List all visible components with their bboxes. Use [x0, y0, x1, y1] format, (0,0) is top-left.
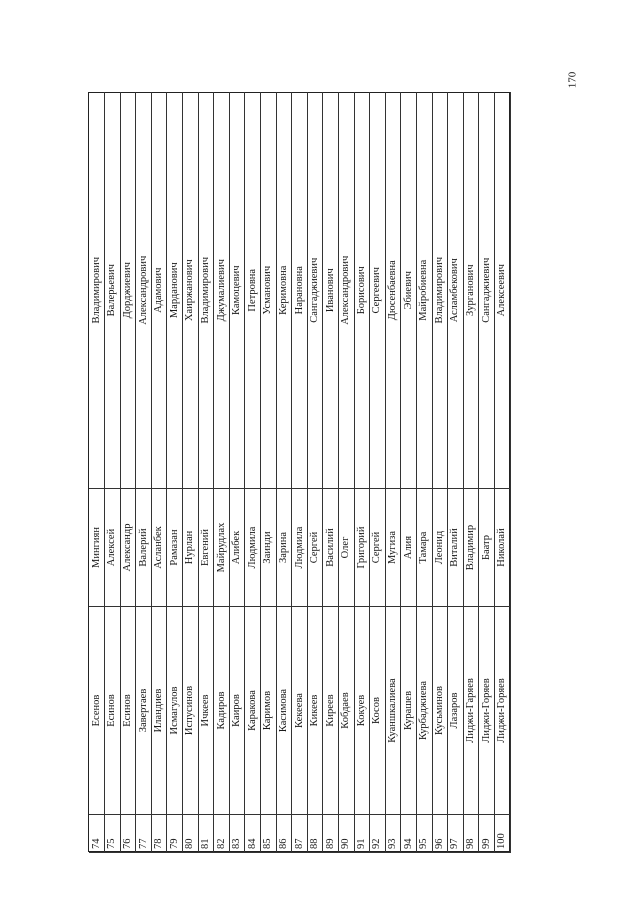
first-name-cell: Зарина [276, 489, 292, 607]
table-row [120, 93, 136, 853]
last-name-cell: Каракова [245, 607, 261, 815]
last-name-cell: Лиджи-Гаряев [463, 607, 479, 815]
table-row [183, 93, 199, 853]
last-name-cell: Косов [370, 607, 386, 815]
table-row [416, 93, 432, 853]
row-number-cell: 97 [448, 815, 464, 853]
row-number-cell: 87 [292, 815, 308, 853]
patronymic-cell: Камоцевич [229, 93, 245, 489]
row-number-cell: 98 [463, 815, 479, 853]
table-row [89, 93, 105, 853]
last-name-cell: Завертаев [136, 607, 152, 815]
table-row [494, 93, 510, 853]
first-name-cell: Владимир [463, 489, 479, 607]
row-number-cell: 85 [261, 815, 277, 853]
patronymic-cell: Сергеевич [370, 93, 386, 489]
row-number-cell: 80 [183, 815, 199, 853]
last-name-cell: Лазаров [448, 607, 464, 815]
last-name-cell: Кобдаев [339, 607, 355, 815]
patronymic-cell: Владимирович [198, 93, 214, 489]
patronymic-cell: Борисович [354, 93, 370, 489]
first-name-cell: Леонид [432, 489, 448, 607]
table-row [307, 93, 323, 853]
patronymic-cell: Иванович [323, 93, 339, 489]
first-name-cell: Олег [339, 489, 355, 607]
patronymic-cell: Сангаджиевич [307, 93, 323, 489]
last-name-cell: Киреев [323, 607, 339, 815]
table-row [354, 93, 370, 853]
first-name-cell: Григорий [354, 489, 370, 607]
first-name-cell: Сергей [370, 489, 386, 607]
page-number-text: 170 [566, 71, 578, 89]
first-name-cell: Заинди [261, 489, 277, 607]
last-name-cell: Курашев [401, 607, 417, 815]
first-name-cell: Нурлан [183, 489, 199, 607]
first-name-cell: Мугиза [385, 489, 401, 607]
row-number-cell: 94 [401, 815, 417, 853]
last-name-cell: Кусьминов [432, 607, 448, 815]
first-name-cell: Алибек [229, 489, 245, 607]
first-name-cell: Асланбек [151, 489, 167, 607]
first-name-cell: Людмила [292, 489, 308, 607]
row-number-cell: 78 [151, 815, 167, 853]
patronymic-cell: Александрович [136, 93, 152, 489]
row-number-cell: 76 [120, 815, 136, 853]
patronymic-cell: Эбиевич [401, 93, 417, 489]
table-row [167, 93, 183, 853]
table-row [339, 93, 355, 853]
row-number-cell: 91 [354, 815, 370, 853]
table-row [432, 93, 448, 853]
row-number-cell: 74 [89, 815, 105, 853]
names-table-body [89, 93, 510, 853]
patronymic-cell: Керимовна [276, 93, 292, 489]
page-number [562, 65, 582, 95]
patronymic-cell: Адамович [151, 93, 167, 489]
table-row [323, 93, 339, 853]
row-number-cell: 86 [276, 815, 292, 853]
patronymic-cell: Усманович [261, 93, 277, 489]
table-row [198, 93, 214, 853]
last-name-cell: Кикеев [307, 607, 323, 815]
first-name-cell: Рамазан [167, 489, 183, 607]
row-number-cell: 83 [229, 815, 245, 853]
last-name-cell: Испусинов [183, 607, 199, 815]
row-number-cell: 79 [167, 815, 183, 853]
first-name-cell: Василий [323, 489, 339, 607]
patronymic-cell: Сангаджиевич [479, 93, 495, 489]
table-row [463, 93, 479, 853]
names-table [89, 93, 511, 854]
row-number-cell: 92 [370, 815, 386, 853]
table-row [261, 93, 277, 853]
last-name-cell: Исмагулов [167, 607, 183, 815]
patronymic-cell: Александрович [339, 93, 355, 489]
last-name-cell: Есенов [89, 607, 105, 815]
table-row [151, 93, 167, 853]
row-number-cell: 81 [198, 815, 214, 853]
patronymic-cell: Нарановна [292, 93, 308, 489]
row-number-cell: 90 [339, 815, 355, 853]
row-number-cell: 99 [479, 815, 495, 853]
last-name-cell: Каиров [229, 607, 245, 815]
patronymic-cell: Дорджиевич [120, 93, 136, 489]
patronymic-cell: Петровна [245, 93, 261, 489]
row-number-cell: 77 [136, 815, 152, 853]
last-name-cell: Кокуев [354, 607, 370, 815]
first-name-cell: Тамара [416, 489, 432, 607]
last-name-cell: Лиджи-Горяев [494, 607, 510, 815]
patronymic-cell: Владимирович [432, 93, 448, 489]
last-name-cell: Лиджи-Горяев [479, 607, 495, 815]
first-name-cell: Виталий [448, 489, 464, 607]
row-number-cell: 93 [385, 815, 401, 853]
row-number-cell: 95 [416, 815, 432, 853]
first-name-cell: Николай [494, 489, 510, 607]
row-number-cell: 75 [105, 815, 121, 853]
table-row [448, 93, 464, 853]
first-name-cell: Сергей [307, 489, 323, 607]
table-row [136, 93, 152, 853]
first-name-cell: Людмила [245, 489, 261, 607]
last-name-cell: Иландиев [151, 607, 167, 815]
last-name-cell: Курбаджиева [416, 607, 432, 815]
first-name-cell: Евгений [198, 489, 214, 607]
patronymic-cell: Асламбекович [448, 93, 464, 489]
table-row [214, 93, 230, 853]
row-number-cell: 82 [214, 815, 230, 853]
first-name-cell: Баатр [479, 489, 495, 607]
last-name-cell: Кекеева [292, 607, 308, 815]
last-name-cell: Кадиров [214, 607, 230, 815]
first-name-cell: Александр [120, 489, 136, 607]
table-row [385, 93, 401, 853]
patronymic-cell: Зурганович [463, 93, 479, 489]
table-row [292, 93, 308, 853]
patronymic-cell: Джумалиевич [214, 93, 230, 489]
last-name-cell: Есинов [105, 607, 121, 815]
last-name-cell: Касимова [276, 607, 292, 815]
last-name-cell: Куаншкалиева [385, 607, 401, 815]
first-name-cell: Мингиян [89, 489, 105, 607]
patronymic-cell: Владимирович [89, 93, 105, 489]
row-number-cell: 100 [494, 815, 510, 853]
last-name-cell: Ичкеев [198, 607, 214, 815]
table-row [276, 93, 292, 853]
patronymic-cell: Марданович [167, 93, 183, 489]
patronymic-cell: Майробиевна [416, 93, 432, 489]
row-number-cell: 89 [323, 815, 339, 853]
table-row [479, 93, 495, 853]
table-row [105, 93, 121, 853]
first-name-cell: Валерий [136, 489, 152, 607]
first-name-cell: Майрудлах [214, 489, 230, 607]
names-table-rotated [89, 93, 511, 853]
first-name-cell: Алексей [105, 489, 121, 607]
row-number-cell: 88 [307, 815, 323, 853]
row-number-cell: 96 [432, 815, 448, 853]
patronymic-cell: Хаиржанович [183, 93, 199, 489]
table-row [370, 93, 386, 853]
last-name-cell: Есинов [120, 607, 136, 815]
table-row [245, 93, 261, 853]
last-name-cell: Каримов [261, 607, 277, 815]
patronymic-cell: Алексеевич [494, 93, 510, 489]
names-table-frame [88, 92, 510, 852]
row-number-cell: 84 [245, 815, 261, 853]
table-row [401, 93, 417, 853]
patronymic-cell: Дюсенбаевна [385, 93, 401, 489]
first-name-cell: Алия [401, 489, 417, 607]
table-row [229, 93, 245, 853]
patronymic-cell: Валерьевич [105, 93, 121, 489]
